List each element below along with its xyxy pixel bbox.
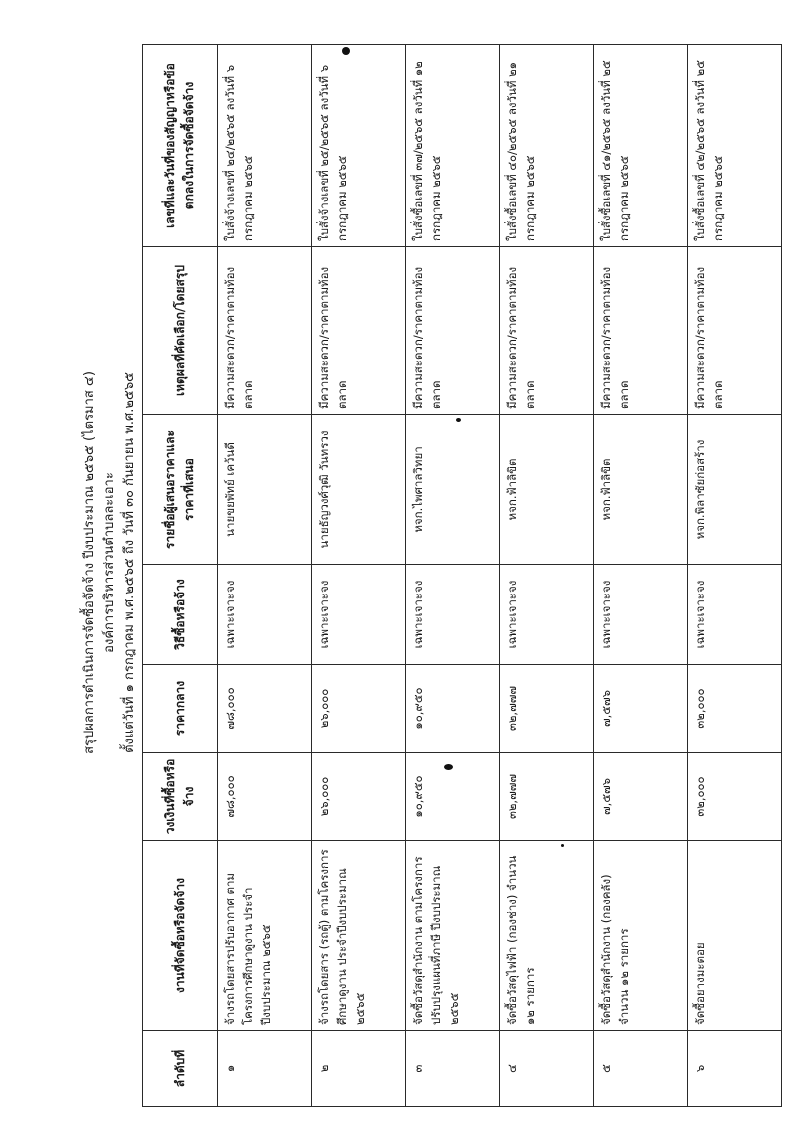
selection-reason: มีความสะดวก/ราคาตามท้องตลาด bbox=[218, 247, 312, 415]
table-header-row bbox=[143, 45, 218, 1107]
contract-reference: ใบสั่งจ้างเลขที่ ๒๕/๒๕๖๕ ลงวันที่ ๖ กรกฎาคม ๒๕๖๕ bbox=[312, 45, 406, 247]
row-number: ๑ bbox=[218, 1031, 312, 1107]
vendor-name: หจก.ไพศาลวิทยา bbox=[406, 415, 500, 565]
procurement-method: เฉพาะเจาะจง bbox=[406, 565, 500, 665]
median-price: ๒๖,๐๐๐ bbox=[312, 665, 406, 753]
median-price: ๑๐,๙๕๐ bbox=[406, 665, 500, 753]
budget-amount: ๓๒,๗๗๗ bbox=[500, 753, 594, 841]
procurement-item: จัดซื้อวัสดุไฟฟ้า (กองช่าง) จำนวน ๑๒ รายการ bbox=[500, 841, 594, 1031]
col-header-budget: วงเงินที่ซื้อหรือจ้าง bbox=[143, 753, 218, 841]
row-number: ๕ bbox=[594, 1031, 688, 1107]
contract-reference: ใบสั่งซื้อเลขที่ ๔๐/๒๕๖๕ ลงวันที่ ๒๑ กรกฎาคม ๒๕๖๕ bbox=[500, 45, 594, 247]
table-row bbox=[406, 45, 500, 1107]
col-header-item: งานที่จัดซื้อหรือจัดจ้าง bbox=[143, 841, 218, 1031]
selection-reason: มีความสะดวก/ราคาตามท้องตลาด bbox=[594, 247, 688, 415]
organization-name: องค์การบริหารส่วนตำบลละเอาะ bbox=[102, 472, 117, 653]
budget-amount: ๗,๕๗๖ bbox=[594, 753, 688, 841]
row-number: ๓ bbox=[406, 1031, 500, 1107]
budget-amount: ๗๘,๐๐๐ bbox=[218, 753, 312, 841]
median-price: ๓๒,๐๐๐ bbox=[688, 665, 782, 753]
vendor-name: หจก.พิลาซัยก่อสร้าง bbox=[688, 415, 782, 565]
contract-reference: ใบสั่งซื้อเลขที่ ๔๒/๒๕๖๕ ลงวันที่ ๒๕ กรกฎาคม ๒๕๖๕ bbox=[688, 45, 782, 247]
procurement-item: จ้างรถโดยสารปรับอากาศ ตามโครงการศึกษาดูงาน ประจำปีงบประมาณ ๒๕๖๕ bbox=[218, 841, 312, 1031]
selection-reason: มีความสะดวก/ราคาตามท้องตลาด bbox=[688, 247, 782, 415]
col-header-method: วิธีซื้อหรือจ้าง bbox=[143, 565, 218, 665]
median-price: ๗๘,๐๐๐ bbox=[218, 665, 312, 753]
contract-reference: ใบสั่งซื้อเลขที่ ๓๗/๒๕๖๕ ลงวันที่ ๑๒ กรกฎาคม ๒๕๖๕ bbox=[406, 45, 500, 247]
date-range: ตั้งแต่วันที่ ๑ กรกฎาคม พ.ศ.๒๕๖๕ ถึง วันที่ ๓๐ กันยายน พ.ศ.๒๕๖๕ bbox=[122, 372, 137, 753]
median-price: ๗,๕๗๖ bbox=[594, 665, 688, 753]
scan-speck bbox=[561, 844, 564, 847]
median-price: ๓๒,๗๗๗ bbox=[500, 665, 594, 753]
vendor-name: นายธัญวงศ์วุฒิ วันทรวง bbox=[312, 415, 406, 565]
col-header-reason: เหตุผลที่คัดเลือก/โดยสรุป bbox=[143, 247, 218, 415]
col-header-median-price: ราคากลาง bbox=[143, 665, 218, 753]
procurement-method: เฉพาะเจาะจง bbox=[594, 565, 688, 665]
col-header-no: ลำดับที่ bbox=[143, 1031, 218, 1107]
procurement-method: เฉพาะเจาะจง bbox=[688, 565, 782, 665]
document-title: สรุปผลการดำเนินการจัดซื้อจัดจ้าง ปีงบประมาณ ๒๕๖๕ (ไตรมาส ๔) bbox=[82, 371, 97, 754]
procurement-method: เฉพาะเจาะจง bbox=[500, 565, 594, 665]
vendor-name: หจก.ฟ้าลิขิต bbox=[500, 415, 594, 565]
row-number: ๔ bbox=[500, 1031, 594, 1107]
procurement-item: จัดซื้อวัสดุสำนักงาน (กองคลัง) จำนวน ๑๒ รายการ bbox=[594, 841, 688, 1031]
selection-reason: มีความสะดวก/ราคาตามท้องตลาด bbox=[312, 247, 406, 415]
scan-speck bbox=[342, 47, 350, 55]
table-row bbox=[312, 45, 406, 1107]
procurement-table bbox=[142, 44, 782, 1107]
procurement-method: เฉพาะเจาะจง bbox=[218, 565, 312, 665]
budget-amount: ๓๒,๐๐๐ bbox=[688, 753, 782, 841]
table-row bbox=[594, 45, 688, 1107]
vendor-name: นายขยพัทย์ เคว้นดี bbox=[218, 415, 312, 565]
procurement-method: เฉพาะเจาะจง bbox=[312, 565, 406, 665]
procurement-item: จัดซื้อยางมะตอย bbox=[688, 841, 782, 1031]
contract-reference: ใบสั่งซื้อเลขที่ ๔๑/๒๕๖๕ ลงวันที่ ๒๕ กรกฎาคม ๒๕๖๕ bbox=[594, 45, 688, 247]
budget-amount: ๑๐,๙๕๐ bbox=[406, 753, 500, 841]
selection-reason: มีความสะดวก/ราคาตามท้องตลาด bbox=[406, 247, 500, 415]
col-header-vendor: รายชื่อผู้เสนอราคาและราคาที่เสนอ bbox=[143, 415, 218, 565]
table-row bbox=[500, 45, 594, 1107]
row-number: ๖ bbox=[688, 1031, 782, 1107]
budget-amount: ๒๖,๐๐๐ bbox=[312, 753, 406, 841]
table-row bbox=[218, 45, 312, 1107]
col-header-contract: เลขที่และวันที่ของสัญญาหรือข้อตกลงในการจัดซื้อจัดจ้าง bbox=[143, 45, 218, 247]
table-row bbox=[688, 45, 782, 1107]
vendor-name: หจก.ฟ้าลิขิต bbox=[594, 415, 688, 565]
procurement-item: จัดซื้อวัสดุสำนักงาน ตามโครงการปรับปรุงแผนที่ภาษี ปีงบประมาณ ๒๕๖๕ bbox=[406, 841, 500, 1031]
procurement-item: จ้างรถโดยสาร (รถตู้) ตามโครงการศึกษาดูงาน ประจำปีงบประมาณ ๒๕๖๕ bbox=[312, 841, 406, 1031]
row-number: ๒ bbox=[312, 1031, 406, 1107]
contract-reference: ใบสั่งจ้างเลขที่ ๒๔/๒๕๖๕ ลงวันที่ ๖ กรกฎาคม ๒๕๖๕ bbox=[218, 45, 312, 247]
scan-speck bbox=[456, 418, 461, 422]
scan-speck bbox=[444, 764, 453, 770]
selection-reason: มีความสะดวก/ราคาตามท้องตลาด bbox=[500, 247, 594, 415]
